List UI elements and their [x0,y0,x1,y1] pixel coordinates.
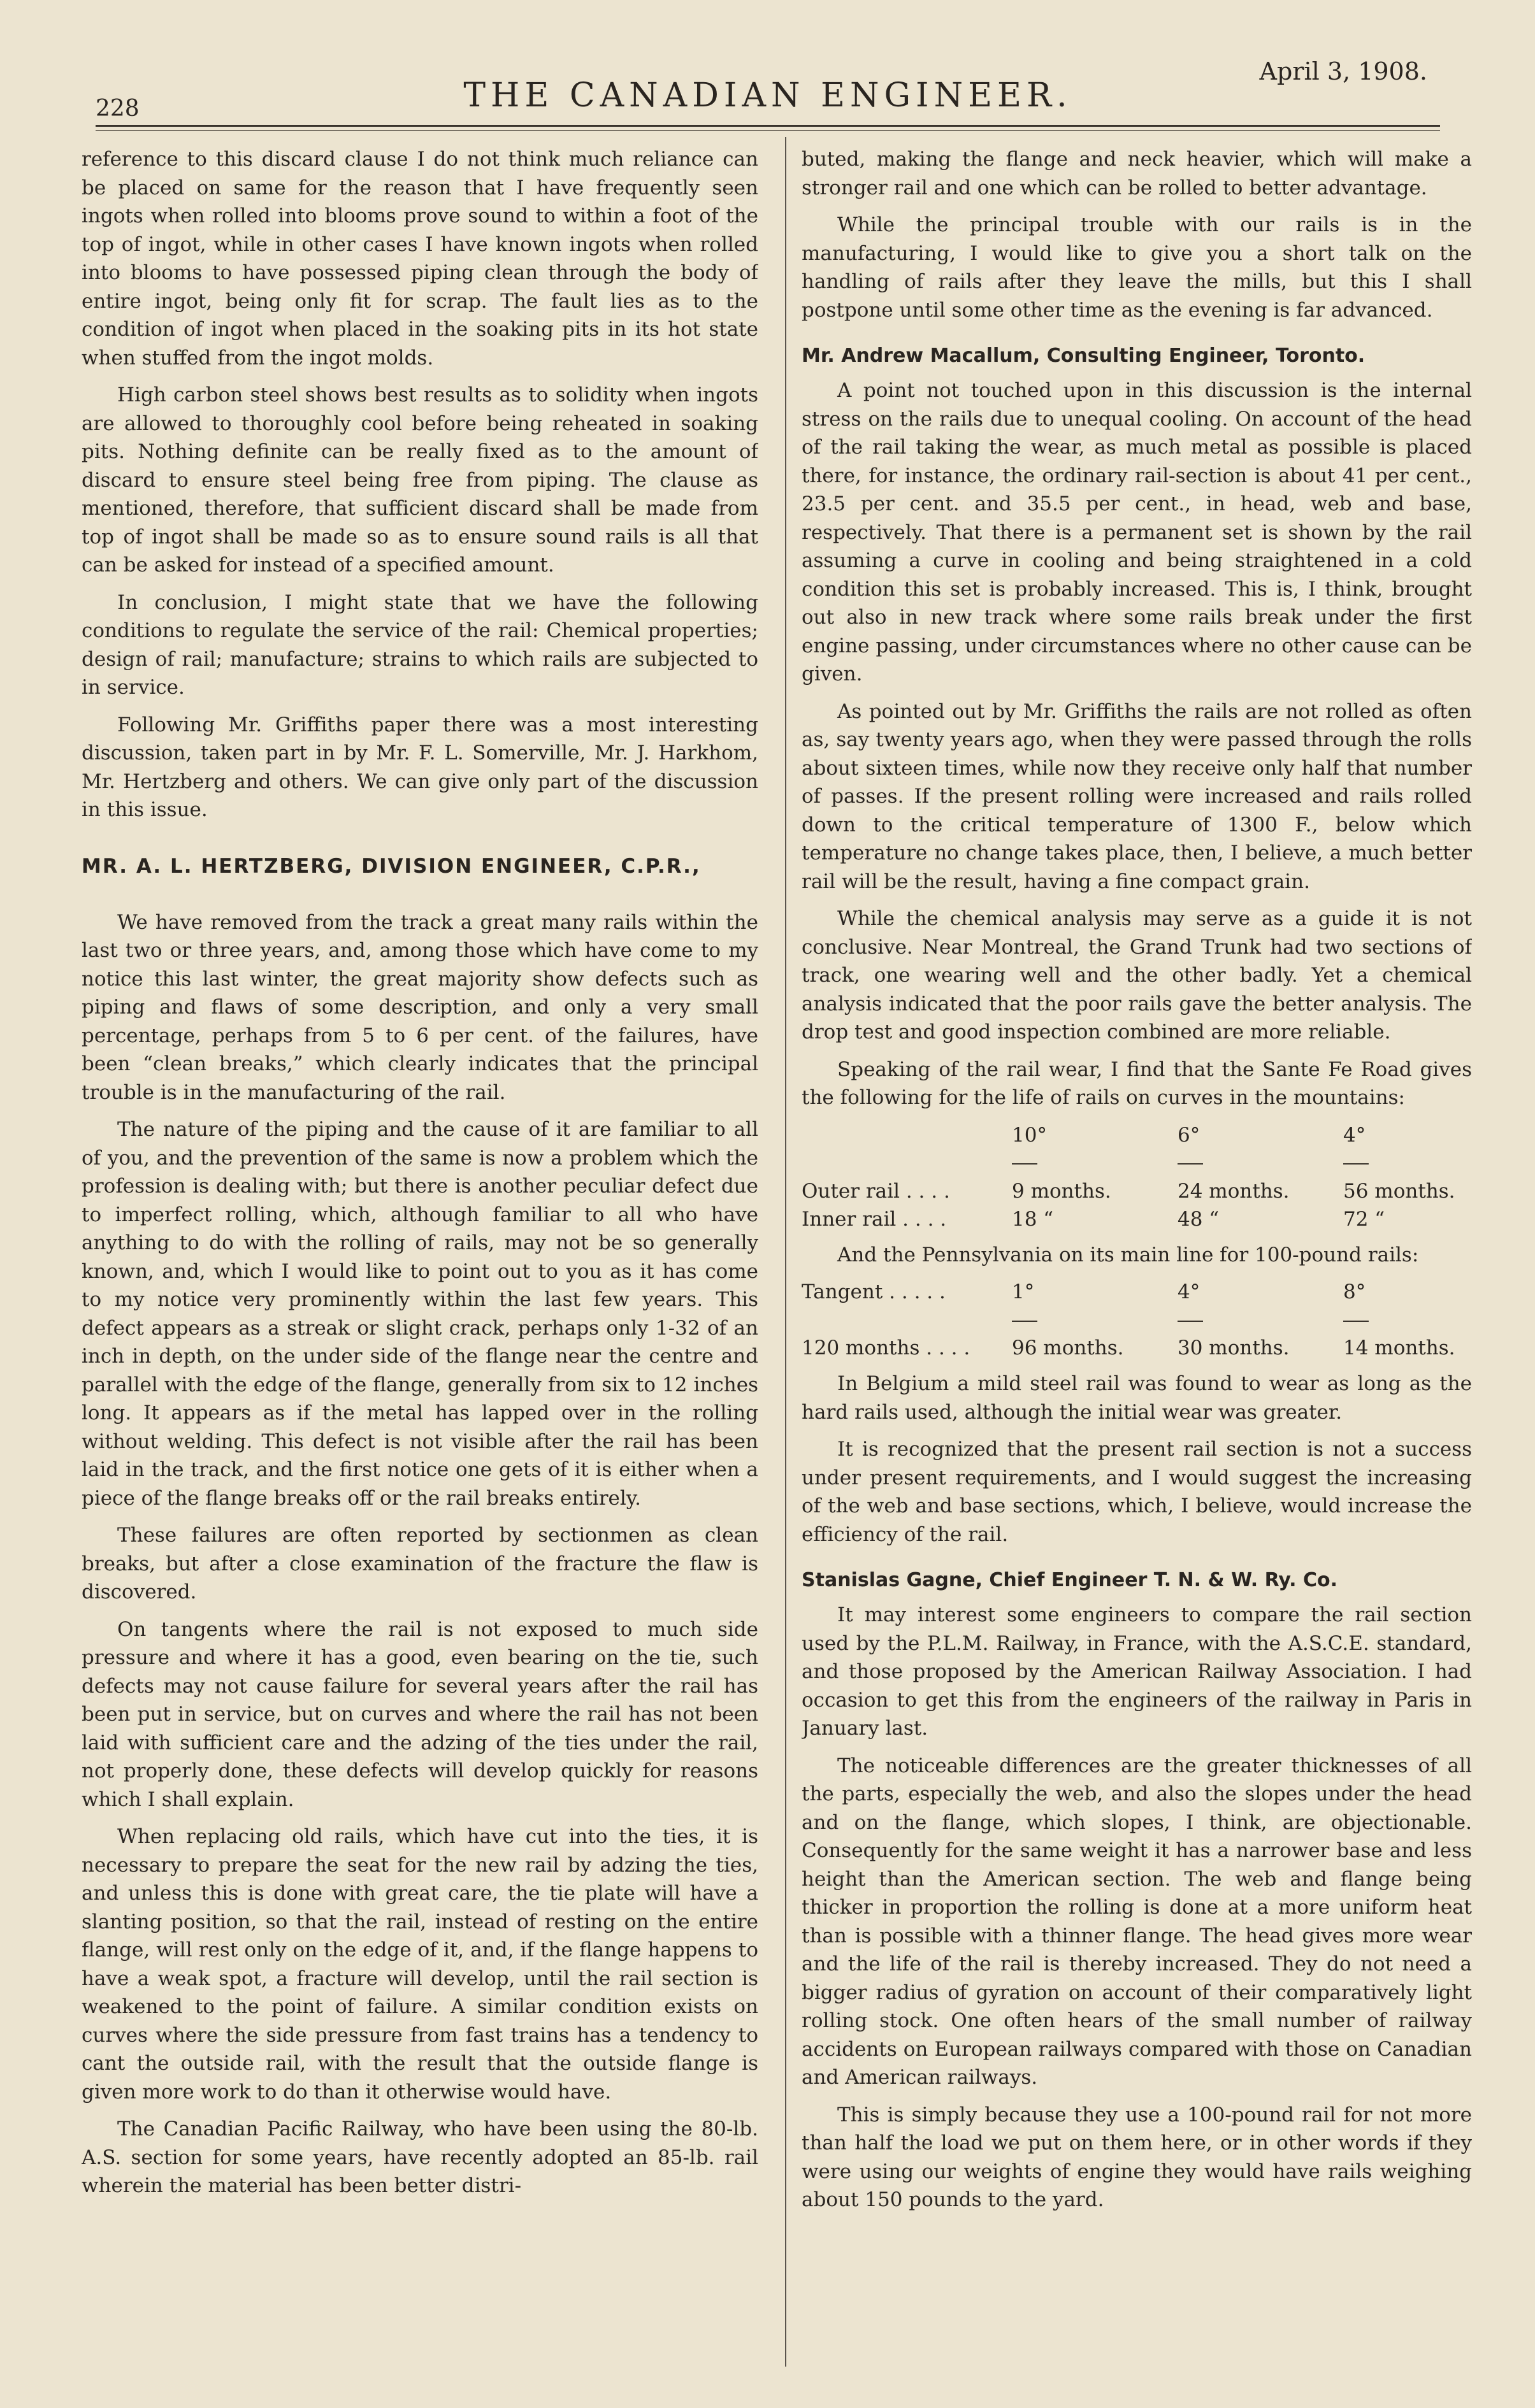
pennsylvania-rail-life-table [802,1278,1472,1362]
paragraph: Speaking of the rail wear, I find that the Sante Fe Road gives the following for the life of rails on curves in the mountains: [802,1057,1472,1109]
left-column [82,145,758,2388]
paragraph: These failures are often reported by sectionmen as clean breaks, but after a close examination of the fracture the flaw is discovered. [82,1524,758,1603]
header-rule-top [96,125,1440,127]
table-cell: 24 months. [1178,1179,1290,1203]
table-dash-row [802,1149,1472,1177]
table-cell: 72 “ [1343,1207,1385,1231]
paragraph: The nature of the piping and the cause of it are familiar to all of you, and the prevention of the same is now a problem which the profession is dealing with; but there is another peculiar defect due to imperfect rolling, which, although familiar to all who have anything to do with the rolling of rails, may not be so generally known, and, which I would like to point out to you as it has come to my notice very prominently within the last few years. This defect appears as a streak or slight crack, perhaps only 1-32 of an inch in depth, on the under side of the flange near the centre and parallel with the edge of the flange, generally from six to 12 inches long. It appears as if the metal has lapped over in the rolling without welding. This defect is not visible after the rail has been laid in the track, and the first notice one gets of it is either when a piece of the flange breaks off or the rail breaks entirely. [82,1118,758,1510]
paragraph: High carbon steel shows best results as to solidity when ingots are allowed to thoroughly cool before being reheated in soaking pits. Nothing definite can be really fixed as to the amount of discard to ensure steel being free from piping. The clause as mentioned, therefore, that sufficient discard shall be made from top of ingot shall be made so as to ensure sound rails is all that can be asked for instead of a specified amount. [82,383,758,577]
section-heading-macallum: Mr. Andrew Macallum, Consulting Engineer, Toronto. [802,345,1366,367]
table-cell: 56 months. [1343,1179,1455,1203]
paragraph: As pointed out by Mr. Griffiths the rails are not rolled as often as, say twenty years ago, when they were passed through the rolls about sixteen times, while now they receive only half that number of passes. If the present rolling were increased and rails rolled down to the critical temperature of 1300 F., below which temperature no change takes place, then, I believe, a much better rail will be the result, having a fine compact grain. [802,699,1472,893]
dash-rule [1012,1163,1037,1165]
paragraph: In Belgium a mild steel rail was found to wear as long as the hard rails used, although the initial wear was greater. [802,1372,1472,1424]
paragraph: It is recognized that the present rail section is not a success under present requirements, and I would suggest the increasing of the web and base sections, which, I believe, would increase the efficiency of the rail. [802,1438,1472,1546]
paragraph: This is simply because they use a 100-pound rail for not more than half the load we put on them here, or in other words if they were using our weights of engine they would have rails weighing about 150 pounds to the yard. [802,2103,1472,2211]
page-number: 228 [96,96,140,122]
paragraph: buted, making the flange and neck heavier, which will make a stronger rail and one which can be rolled to better advantage. [802,148,1472,199]
paragraph: While the chemical analysis may serve as a guide it is not conclusive. Near Montreal, the Grand Trunk had two sections of track, one wearing well and the other badly. Yet a chemical analysis indicated that the poor rails gave the better analysis. The drop test and good inspection combined are more reliable. [802,907,1472,1043]
table-row [802,1334,1472,1362]
table-cell: 48 “ [1178,1207,1220,1231]
issue-date: April 3, 1908. [1259,57,1427,85]
dash-rule [1343,1163,1369,1165]
table-header: 8° [1343,1280,1366,1303]
dash-rule [1178,1163,1203,1165]
section-heading-hertzberg: MR. A. L. HERTZBERG, DIVISION ENGINEER, C.P.R., [82,854,701,878]
table-row-label: Outer rail . . . . [802,1179,950,1203]
table-row-label: Inner rail . . . . [802,1207,947,1231]
header-rule-bottom [96,130,1440,131]
paragraph: The Canadian Pacific Railway, who have been using the 80-lb. A.S. section for some years, have recently adopted an 85-lb. rail wherein the material has been better distri- [82,2118,758,2197]
paragraph: It may interest some engineers to compare the rail section used by the P.L.M. Railway, in France, with the A.S.C.E. standard, and those proposed by the American Railway Association. I had occasion to get this from the engineers of the railway in Paris in January last. [802,1603,1472,1740]
table-cell: 30 months. [1178,1337,1290,1359]
dash-rule [1012,1321,1037,1322]
section-heading-gagne: Stanislas Gagne, Chief Engineer T. N. & W. Ry. Co. [802,1569,1338,1591]
paragraph: And the Pennsylvania on its main line for 100-pound rails: [837,1243,1419,1266]
table-cell: 14 months. [1343,1337,1455,1359]
journal-title: THE CANADIAN ENGINEER. [463,76,1072,115]
table-row [802,1205,1472,1233]
paragraph: Following Mr. Griffiths paper there was a most interesting discussion, taken part in by Mr. F. L. Somerville, Mr. J. Harkhom, Mr. Hertzberg and others. We can give only part of the discussion in this issue. [82,713,758,821]
table-row-label: 120 months . . . . [802,1337,970,1359]
right-column [802,145,1472,2388]
paragraph: In conclusion, I might state that we have the following conditions to regulate the service of the rail: Chemical properties; design of rail; manufacture; strains to which rails are subjected to in service. [82,591,758,699]
table-cell: 96 months. [1012,1337,1124,1359]
table-header-row [802,1278,1472,1306]
table-cell: 9 months. [1012,1179,1111,1203]
paragraph: A point not touched upon in this discussion is the internal stress on the rails due to unequal cooling. On account of the head of the rail taking the wear, as much metal as possible is placed there, for instance, the ordinary rail-section is about 41 per cent., 23.5 per cent. and 35.5 per cent., in head, web and base, respectively. That there is a permanent set is shown by the rail assuming a curve in cooling and being straightened in a cold condition this set is probably increased. This is, I think, brought out also in new track where some rails break under the first engine passing, under circumstances where no other cause can be given. [802,379,1472,685]
column-divider [785,137,786,2367]
table-row-label: Tangent . . . . . [802,1280,946,1303]
table-cell: 18 “ [1012,1207,1054,1231]
paragraph: reference to this discard clause I do not think much reliance can be placed on same for the reason that I have frequently seen ingots when rolled into blooms prove sound to within a foot of the top of ingot, while in other cases I have known ingots when rolled into blooms to have possessed piping clean through the body of entire ingot, being only fit for scrap. The fault lies as to the condition of ingot when placed in the soaking pits in its hot state when stuffed from the ingot molds. [82,148,758,369]
table-header: 6° [1178,1123,1200,1147]
paragraph: On tangents where the rail is not exposed to much side pressure and where it has a good, even bearing on the tie, such defects may not cause failure for several years after the rail has been put in service, but on curves and where the rail has not been laid with sufficient care and the adzing of the ties under the rail, not properly done, these defects will develop quickly for reasons which I shall explain. [82,1617,758,1811]
table-header-row [802,1121,1472,1149]
paragraph: When replacing old rails, which have cut into the ties, it is necessary to prepare the seat for the new rail by adzing the ties, and unless this is done with great care, the tie plate will have a slanting position, so that the rail, instead of resting on the entire flange, will rest only on the edge of it, and, if the flange happens to have a weak spot, a fracture will develop, until the rail section is weakened to the point of failure. A similar condition exists on curves where the side pressure from fast trains has a tendency to cant the outside rail, with the result that the outside flange is given more work to do than it otherwise would have. [82,1825,758,2103]
paragraph: The noticeable differences are the greater thicknesses of all the parts, especially the web, and also the slopes under the head and on the flange, which slopes, I think, are objectionable. Consequently for the same weight it has a narrower base and less height than the American section. The web and flange being thicker in proportion the rolling is done at a more uniform heat than is possible with a thinner flange. The head gives more wear and the life of the rail is thereby increased. They do not need a bigger radius of gyration on account of their comparatively light rolling stock. One often hears of the small number of railway accidents on European railways compared with those on Canadian and American railways. [802,1754,1472,2089]
table-dash-row [802,1306,1472,1334]
table-header: 1° [1012,1280,1035,1303]
paragraph: While the principal trouble with our rails is in the manufacturing, I would like to give you a short talk on the handling of rails after they leave the mills, but this I shall postpone until some other time as the evening is far advanced. [802,213,1472,322]
dash-rule [1343,1321,1369,1322]
table-header: 4° [1343,1123,1366,1147]
table-row [802,1177,1472,1205]
table-header: 4° [1178,1280,1200,1303]
page-header [96,45,1440,134]
paragraph: We have removed from the track a great many rails within the last two or three years, and, among those which have come to my notice this last winter, the great majority show defects such as piping and flaws of some description, and only a very small percentage, perhaps from 5 to 6 per cent. of the failures, have been “clean breaks,” which clearly indicates that the principal trouble is in the manufacturing of the rail. [82,910,758,1104]
santa-fe-rail-life-table [802,1121,1472,1233]
dash-rule [1178,1321,1203,1322]
table-header: 10° [1012,1123,1047,1147]
